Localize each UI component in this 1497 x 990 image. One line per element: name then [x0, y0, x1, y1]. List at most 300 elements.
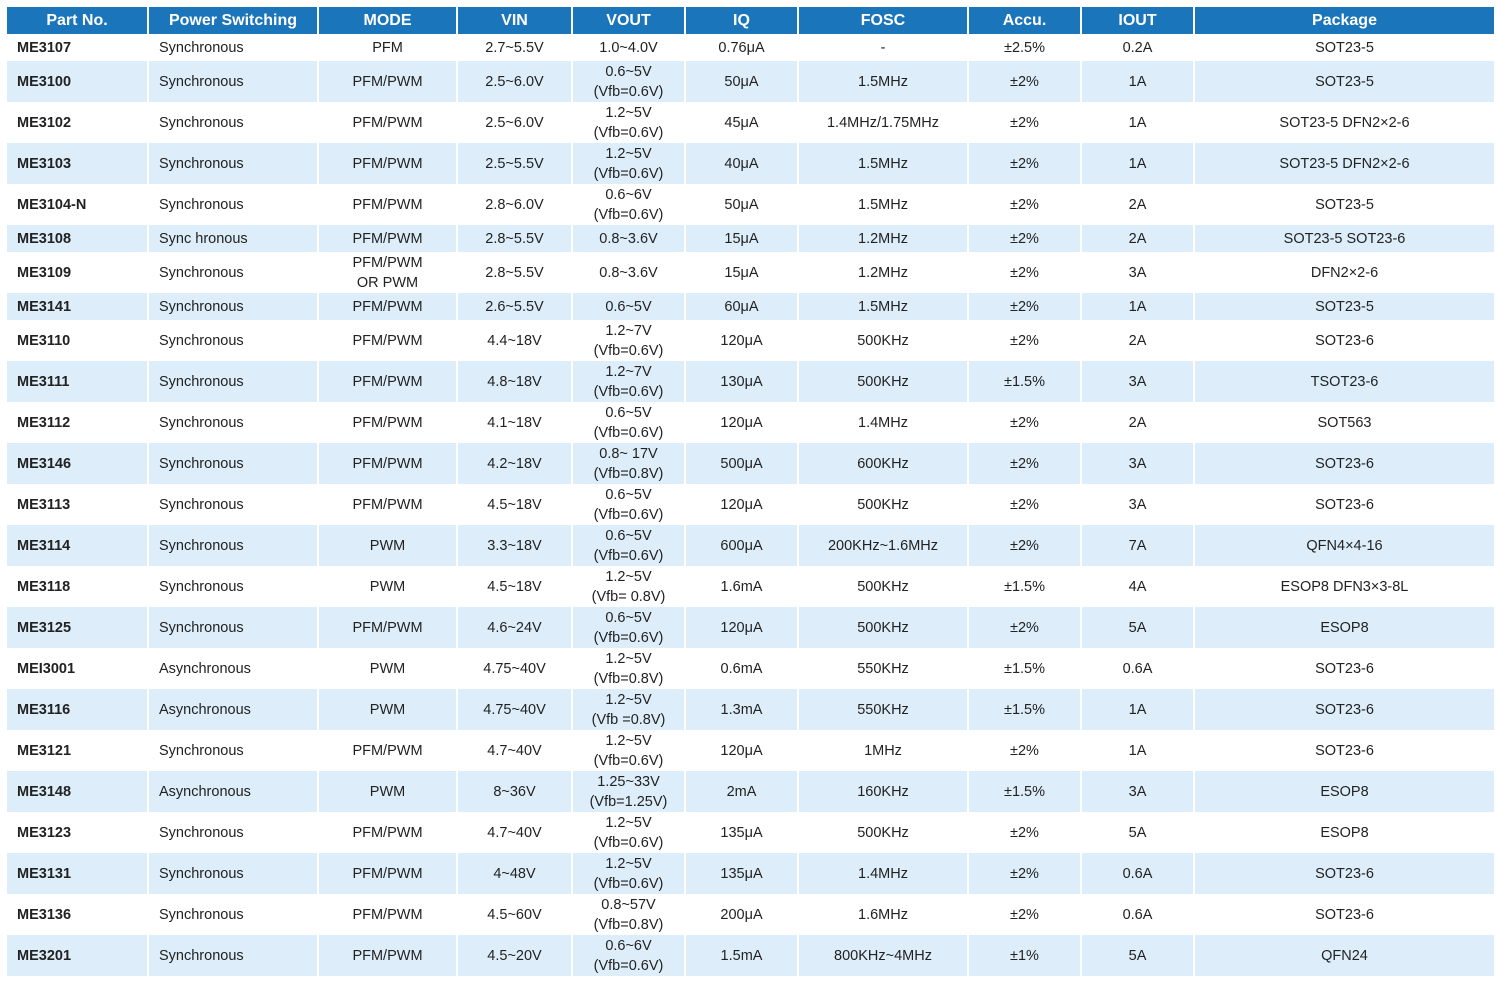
cell-part-no: ME3114 — [7, 525, 148, 566]
cell-fosc: 500KHz — [798, 361, 968, 402]
cell-fosc: 1.2MHz — [798, 225, 968, 252]
cell-package: SOT23-5 DFN2×2-6 — [1194, 143, 1494, 184]
cell-iout: 3A — [1081, 771, 1194, 812]
vout-line: 0.6~6V — [605, 186, 652, 203]
cell-vout — [572, 143, 685, 184]
cell-package: ESOP8 DFN3×3-8L — [1194, 566, 1494, 607]
cell-accuracy: ±2% — [968, 320, 1081, 361]
vout-line: 1.2~5V — [605, 691, 652, 708]
cell-mode — [318, 102, 457, 143]
table-row — [7, 894, 1494, 935]
cell-part-no: MEI3001 — [7, 648, 148, 689]
vout-line: (Vfb= 0.8V) — [591, 588, 666, 605]
cell-mode — [318, 34, 457, 61]
cell-vin: 4.7~40V — [457, 812, 572, 853]
table-row — [7, 61, 1494, 102]
cell-accuracy: ±2% — [968, 525, 1081, 566]
cell-iout: 3A — [1081, 361, 1194, 402]
vout-line: 0.6~5V — [605, 527, 652, 544]
cell-vin: 2.8~5.5V — [457, 252, 572, 293]
cell-iout: 1A — [1081, 293, 1194, 320]
cell-vin: 4.5~20V — [457, 935, 572, 976]
cell-iout: 1A — [1081, 143, 1194, 184]
header-mode: MODE — [318, 7, 457, 34]
cell-part-no: ME3113 — [7, 484, 148, 525]
cell-part-no: ME3110 — [7, 320, 148, 361]
cell-vin: 2.8~6.0V — [457, 184, 572, 225]
mode-line: PWM — [369, 701, 406, 718]
table-row — [7, 525, 1494, 566]
mode-line: PFM/PWM — [352, 414, 423, 431]
cell-part-no: ME3118 — [7, 566, 148, 607]
cell-accuracy: ±2% — [968, 252, 1081, 293]
cell-vout — [572, 225, 685, 252]
cell-accuracy: ±1.5% — [968, 689, 1081, 730]
cell-vin: 4.5~18V — [457, 566, 572, 607]
cell-iq: 120μA — [685, 402, 798, 443]
cell-accuracy: ±1.5% — [968, 771, 1081, 812]
header-iq: IQ — [685, 7, 798, 34]
mode-line: OR PWM — [356, 274, 419, 291]
header-vin: VIN — [457, 7, 572, 34]
cell-vout — [572, 566, 685, 607]
cell-package: ESOP8 — [1194, 812, 1494, 853]
cell-iq: 15μA — [685, 225, 798, 252]
cell-iout: 5A — [1081, 812, 1194, 853]
cell-mode — [318, 293, 457, 320]
vout-line: 1.2~7V — [605, 322, 652, 339]
header-package: Package — [1194, 7, 1494, 34]
cell-accuracy: ±2% — [968, 402, 1081, 443]
cell-power-switching: Synchronous — [148, 566, 318, 607]
cell-power-switching: Synchronous — [148, 361, 318, 402]
table-row — [7, 184, 1494, 225]
mode-line: PFM/PWM — [352, 619, 423, 636]
vout-line: (Vfb=0.6V) — [593, 165, 664, 182]
cell-package: SOT23-5 SOT23-6 — [1194, 225, 1494, 252]
dc-dc-converter-table — [7, 7, 1494, 976]
cell-iq: 500μA — [685, 443, 798, 484]
cell-power-switching: Synchronous — [148, 812, 318, 853]
table-row — [7, 566, 1494, 607]
cell-accuracy: ±2% — [968, 225, 1081, 252]
cell-mode — [318, 648, 457, 689]
cell-mode — [318, 812, 457, 853]
cell-vin: 4.6~24V — [457, 607, 572, 648]
cell-vout — [572, 812, 685, 853]
cell-mode — [318, 566, 457, 607]
vout-line: 1.2~5V — [605, 855, 652, 872]
cell-vout — [572, 102, 685, 143]
cell-iq: 120μA — [685, 484, 798, 525]
cell-vout — [572, 443, 685, 484]
cell-vin: 4.75~40V — [457, 689, 572, 730]
cell-mode — [318, 143, 457, 184]
cell-part-no: ME3108 — [7, 225, 148, 252]
cell-part-no: ME3148 — [7, 771, 148, 812]
cell-vout — [572, 34, 685, 61]
cell-vin: 4.7~40V — [457, 730, 572, 771]
cell-vout — [572, 853, 685, 894]
cell-accuracy: ±1% — [968, 935, 1081, 976]
table-row — [7, 730, 1494, 771]
mode-line: PFM/PWM — [352, 254, 423, 271]
cell-power-switching: Synchronous — [148, 402, 318, 443]
cell-iout: 2A — [1081, 320, 1194, 361]
vout-line: (Vfb=0.6V) — [593, 629, 664, 646]
vout-line: 0.6~5V — [605, 486, 652, 503]
cell-vout — [572, 184, 685, 225]
cell-iq: 0.76μA — [685, 34, 798, 61]
vout-line: 0.8~57V — [601, 896, 656, 913]
header-accuracy: Accu. — [968, 7, 1081, 34]
header-vout: VOUT — [572, 7, 685, 34]
cell-mode — [318, 689, 457, 730]
vout-line: 0.6~5V — [605, 298, 652, 315]
cell-vin: 2.5~6.0V — [457, 61, 572, 102]
vout-line: (Vfb=1.25V) — [589, 793, 668, 810]
cell-iq: 40μA — [685, 143, 798, 184]
cell-vout — [572, 607, 685, 648]
cell-vout — [572, 894, 685, 935]
cell-power-switching: Synchronous — [148, 894, 318, 935]
cell-part-no: ME3102 — [7, 102, 148, 143]
cell-power-switching: Synchronous — [148, 320, 318, 361]
vout-line: (Vfb=0.6V) — [593, 752, 664, 769]
cell-iout: 5A — [1081, 935, 1194, 976]
cell-fosc: 500KHz — [798, 812, 968, 853]
cell-power-switching: Synchronous — [148, 443, 318, 484]
cell-iout: 0.6A — [1081, 894, 1194, 935]
cell-accuracy: ±2.5% — [968, 34, 1081, 61]
cell-accuracy: ±2% — [968, 102, 1081, 143]
vout-line: 1.0~4.0V — [599, 39, 658, 56]
vout-line: 1.2~5V — [605, 104, 652, 121]
cell-vin: 4.4~18V — [457, 320, 572, 361]
cell-accuracy: ±1.5% — [968, 648, 1081, 689]
cell-iout: 2A — [1081, 184, 1194, 225]
cell-vin: 2.8~5.5V — [457, 225, 572, 252]
table-row — [7, 648, 1494, 689]
cell-vin: 4.2~18V — [457, 443, 572, 484]
vout-line: (Vfb=0.6V) — [593, 342, 664, 359]
cell-package: SOT23-6 — [1194, 320, 1494, 361]
header-part-no: Part No. — [7, 7, 148, 34]
cell-iout: 5A — [1081, 607, 1194, 648]
vout-line: (Vfb=0.6V) — [593, 957, 664, 974]
cell-power-switching: Synchronous — [148, 61, 318, 102]
cell-vout — [572, 935, 685, 976]
mode-line: PFM/PWM — [352, 298, 423, 315]
mode-line: PFM/PWM — [352, 496, 423, 513]
cell-package: SOT23-5 DFN2×2-6 — [1194, 102, 1494, 143]
cell-power-switching: Synchronous — [148, 34, 318, 61]
cell-iq: 600μA — [685, 525, 798, 566]
cell-part-no: ME3121 — [7, 730, 148, 771]
cell-iout: 1A — [1081, 61, 1194, 102]
cell-fosc: 550KHz — [798, 689, 968, 730]
cell-fosc: 550KHz — [798, 648, 968, 689]
cell-iout: 2A — [1081, 225, 1194, 252]
cell-vout — [572, 293, 685, 320]
cell-power-switching: Asynchronous — [148, 689, 318, 730]
cell-vout — [572, 61, 685, 102]
cell-mode — [318, 771, 457, 812]
cell-part-no: ME3100 — [7, 61, 148, 102]
cell-fosc: 1.5MHz — [798, 143, 968, 184]
cell-package: SOT563 — [1194, 402, 1494, 443]
cell-vout — [572, 771, 685, 812]
table-body — [7, 34, 1494, 976]
header-fosc: FOSC — [798, 7, 968, 34]
cell-iq: 130μA — [685, 361, 798, 402]
cell-mode — [318, 935, 457, 976]
vout-line: 0.6~6V — [605, 937, 652, 954]
vout-line: (Vfb=0.6V) — [593, 383, 664, 400]
cell-accuracy: ±2% — [968, 812, 1081, 853]
cell-vin: 4.1~18V — [457, 402, 572, 443]
vout-line: 1.2~5V — [605, 814, 652, 831]
cell-iq: 45μA — [685, 102, 798, 143]
cell-vin: 3.3~18V — [457, 525, 572, 566]
vout-line: 1.2~5V — [605, 145, 652, 162]
cell-package: SOT23-5 — [1194, 34, 1494, 61]
table-row — [7, 771, 1494, 812]
table-row — [7, 689, 1494, 730]
cell-power-switching: Synchronous — [148, 484, 318, 525]
cell-iq: 1.5mA — [685, 935, 798, 976]
cell-mode — [318, 61, 457, 102]
cell-iq: 120μA — [685, 320, 798, 361]
vout-line: 1.2~5V — [605, 568, 652, 585]
table-row — [7, 812, 1494, 853]
cell-package: QFN4×4-16 — [1194, 525, 1494, 566]
vout-line: 0.6~5V — [605, 404, 652, 421]
cell-mode — [318, 443, 457, 484]
cell-package: TSOT23-6 — [1194, 361, 1494, 402]
cell-iout: 4A — [1081, 566, 1194, 607]
cell-iout: 1A — [1081, 102, 1194, 143]
vout-line: 0.6~5V — [605, 63, 652, 80]
cell-fosc: 500KHz — [798, 607, 968, 648]
cell-part-no: ME3103 — [7, 143, 148, 184]
cell-fosc: 1.5MHz — [798, 184, 968, 225]
vout-line: (Vfb=0.6V) — [593, 424, 664, 441]
cell-accuracy: ±2% — [968, 607, 1081, 648]
cell-vin: 4.5~18V — [457, 484, 572, 525]
cell-iq: 50μA — [685, 184, 798, 225]
cell-package: SOT23-6 — [1194, 853, 1494, 894]
table-row — [7, 252, 1494, 293]
mode-line: PFM/PWM — [352, 230, 423, 247]
table-row — [7, 607, 1494, 648]
cell-package: ESOP8 — [1194, 607, 1494, 648]
cell-package: SOT23-6 — [1194, 484, 1494, 525]
mode-line: PFM — [372, 39, 403, 56]
cell-fosc: - — [798, 34, 968, 61]
mode-line: PFM/PWM — [352, 742, 423, 759]
cell-fosc: 1.4MHz/1.75MHz — [798, 102, 968, 143]
vout-line: 1.2~5V — [605, 650, 652, 667]
cell-power-switching: Asynchronous — [148, 771, 318, 812]
vout-line: 0.8~3.6V — [599, 264, 658, 281]
vout-line: 0.6~5V — [605, 609, 652, 626]
cell-fosc: 1.4MHz — [798, 402, 968, 443]
cell-part-no: ME3107 — [7, 34, 148, 61]
cell-package: SOT23-5 — [1194, 61, 1494, 102]
cell-accuracy: ±2% — [968, 894, 1081, 935]
table-row — [7, 102, 1494, 143]
cell-mode — [318, 225, 457, 252]
cell-package: SOT23-5 — [1194, 293, 1494, 320]
cell-iout: 2A — [1081, 402, 1194, 443]
cell-power-switching: Synchronous — [148, 143, 318, 184]
cell-iout: 0.2A — [1081, 34, 1194, 61]
cell-vin: 4.5~60V — [457, 894, 572, 935]
cell-iq: 1.6mA — [685, 566, 798, 607]
table-row — [7, 853, 1494, 894]
cell-accuracy: ±2% — [968, 61, 1081, 102]
cell-part-no: ME3125 — [7, 607, 148, 648]
cell-accuracy: ±2% — [968, 443, 1081, 484]
cell-iq: 200μA — [685, 894, 798, 935]
cell-iout: 3A — [1081, 443, 1194, 484]
mode-line: PFM/PWM — [352, 196, 423, 213]
mode-line: PFM/PWM — [352, 455, 423, 472]
header-iout: IOUT — [1081, 7, 1194, 34]
cell-vout — [572, 730, 685, 771]
cell-package: SOT23-6 — [1194, 894, 1494, 935]
mode-line: PWM — [369, 783, 406, 800]
mode-line: PFM/PWM — [352, 865, 423, 882]
cell-power-switching: Synchronous — [148, 935, 318, 976]
cell-power-switching: Synchronous — [148, 525, 318, 566]
cell-fosc: 160KHz — [798, 771, 968, 812]
mode-line: PFM/PWM — [352, 947, 423, 964]
vout-line: 1.25~33V — [597, 773, 660, 790]
cell-fosc: 600KHz — [798, 443, 968, 484]
cell-power-switching: Synchronous — [148, 730, 318, 771]
vout-line: 0.8~ 17V — [599, 445, 658, 462]
cell-iq: 135μA — [685, 853, 798, 894]
cell-fosc: 800KHz~4MHz — [798, 935, 968, 976]
cell-package: SOT23-6 — [1194, 730, 1494, 771]
cell-iq: 15μA — [685, 252, 798, 293]
table-row — [7, 443, 1494, 484]
vout-line: (Vfb=0.8V) — [593, 670, 664, 687]
vout-line: (Vfb=0.6V) — [593, 875, 664, 892]
mode-line: PFM/PWM — [352, 373, 423, 390]
cell-mode — [318, 320, 457, 361]
mode-line: PFM/PWM — [352, 73, 423, 90]
table-row — [7, 361, 1494, 402]
cell-iout: 1A — [1081, 689, 1194, 730]
header-row — [7, 7, 1494, 34]
vout-line: (Vfb=0.8V) — [593, 916, 664, 933]
cell-part-no: ME3104-N — [7, 184, 148, 225]
cell-vin: 2.7~5.5V — [457, 34, 572, 61]
cell-iq: 50μA — [685, 61, 798, 102]
cell-iout: 0.6A — [1081, 853, 1194, 894]
table-row — [7, 402, 1494, 443]
cell-part-no: ME3111 — [7, 361, 148, 402]
table-row — [7, 34, 1494, 61]
cell-fosc: 500KHz — [798, 320, 968, 361]
mode-line: PFM/PWM — [352, 906, 423, 923]
mode-line: PWM — [369, 537, 406, 554]
cell-part-no: ME3146 — [7, 443, 148, 484]
cell-fosc: 500KHz — [798, 484, 968, 525]
cell-power-switching: Synchronous — [148, 102, 318, 143]
mode-line: PFM/PWM — [352, 824, 423, 841]
mode-line: PFM/PWM — [352, 332, 423, 349]
cell-package: SOT23-6 — [1194, 648, 1494, 689]
cell-vout — [572, 402, 685, 443]
vout-line: 0.8~3.6V — [599, 230, 658, 247]
vout-line: (Vfb=0.6V) — [593, 206, 664, 223]
cell-fosc: 1.2MHz — [798, 252, 968, 293]
cell-vin: 8~36V — [457, 771, 572, 812]
cell-vout — [572, 361, 685, 402]
cell-power-switching: Synchronous — [148, 853, 318, 894]
vout-line: (Vfb=0.8V) — [593, 465, 664, 482]
vout-line: (Vfb =0.8V) — [591, 711, 666, 728]
cell-iout: 7A — [1081, 525, 1194, 566]
cell-vin: 2.5~6.0V — [457, 102, 572, 143]
cell-vout — [572, 252, 685, 293]
cell-part-no: ME3141 — [7, 293, 148, 320]
cell-mode — [318, 252, 457, 293]
table-row — [7, 143, 1494, 184]
table-row — [7, 484, 1494, 525]
cell-iout: 0.6A — [1081, 648, 1194, 689]
cell-vout — [572, 689, 685, 730]
cell-fosc: 1.5MHz — [798, 293, 968, 320]
product-table-container — [7, 7, 1494, 976]
cell-power-switching: Synchronous — [148, 252, 318, 293]
cell-mode — [318, 894, 457, 935]
cell-power-switching: Synchronous — [148, 293, 318, 320]
cell-mode — [318, 361, 457, 402]
cell-power-switching: Synchronous — [148, 184, 318, 225]
cell-part-no: ME3201 — [7, 935, 148, 976]
cell-vin: 2.5~5.5V — [457, 143, 572, 184]
cell-vout — [572, 648, 685, 689]
cell-accuracy: ±1.5% — [968, 566, 1081, 607]
header-power-switching: Power Switching — [148, 7, 318, 34]
cell-part-no: ME3116 — [7, 689, 148, 730]
vout-line: (Vfb=0.6V) — [593, 547, 664, 564]
cell-vin: 4~48V — [457, 853, 572, 894]
mode-line: PWM — [369, 660, 406, 677]
table-row — [7, 225, 1494, 252]
vout-line: 1.2~5V — [605, 732, 652, 749]
table-row — [7, 320, 1494, 361]
cell-iq: 0.6mA — [685, 648, 798, 689]
cell-accuracy: ±1.5% — [968, 361, 1081, 402]
cell-fosc: 200KHz~1.6MHz — [798, 525, 968, 566]
cell-vout — [572, 320, 685, 361]
cell-power-switching: Synchronous — [148, 607, 318, 648]
cell-accuracy: ±2% — [968, 730, 1081, 771]
vout-line: (Vfb=0.6V) — [593, 83, 664, 100]
table-row — [7, 935, 1494, 976]
cell-fosc: 500KHz — [798, 566, 968, 607]
cell-mode — [318, 402, 457, 443]
cell-package: SOT23-6 — [1194, 689, 1494, 730]
cell-mode — [318, 525, 457, 566]
cell-part-no: ME3109 — [7, 252, 148, 293]
